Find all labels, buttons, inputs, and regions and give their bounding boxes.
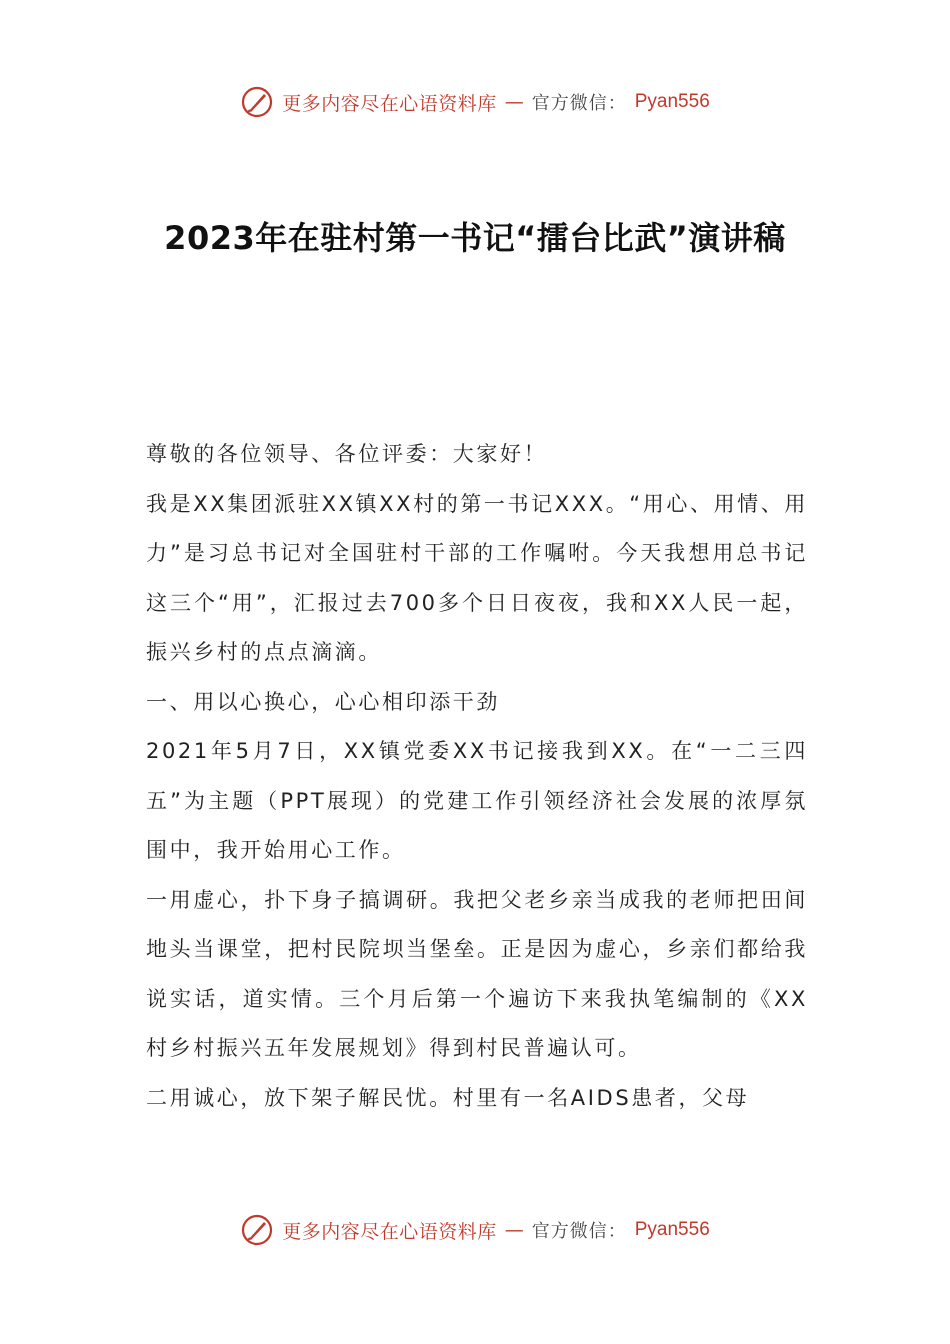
banner-wechat-handle: Pyan556 [634,91,710,112]
paragraph-start: 2021年5月7日，XX镇党委XX书记接我到XX。在“一二三四五”为主题（PPT展现）的党建工作引领经济社会发展的浓厚氛围中，我开始用心工作。 [146,739,808,862]
section-heading-1: 一、用以心换心，心心相印添干劲 [146,689,500,714]
paragraph-humility: 一用虚心，扑下身子搞调研。我把父老乡亲当成我的老师把田间地头当课堂，把村民院坝当堡垒。正是因为虚心，乡亲们都给我说实话，道实情。三个月后第一个遍访下来我执笔编制的《XX村乡村振兴五年发展规划》得到村民普遍认可。 [146,887,808,1060]
paragraph-intro: 我是XX集团派驻XX镇XX村的第一书记XXX。“用心、用情、用力”是习总书记对全国驻村干部的工作嘱咐。今天我想用总书记这三个“用”，汇报过去700多个日日夜夜，我和XX人民一起，振兴乡村的点点滴滴。 [146,491,808,664]
quill-pen-icon [240,85,274,119]
document-title: 2023年在驻村第一书记“擂台比武”演讲稿 [164,219,786,257]
document-body [146,430,808,1123]
banner-brand: 更多内容尽在心语资料库 [282,1220,497,1243]
banner-contact-label: 官方微信： [531,93,627,114]
paragraph-sincerity: 二用诚心，放下架子解民忧。村里有一名AIDS患者，父母 [146,1085,750,1110]
banner-separator: — [504,1219,524,1241]
quill-pen-icon [240,1213,274,1247]
header-banner [0,82,950,122]
banner-contact-label: 官方微信： [531,1221,627,1242]
footer-banner [0,1210,950,1250]
paragraph-greeting: 尊敬的各位领导、各位评委：大家好！ [146,442,548,466]
banner-brand: 更多内容尽在心语资料库 [282,92,497,115]
banner-wechat-handle: Pyan556 [634,1219,710,1240]
banner-separator: — [504,91,524,113]
